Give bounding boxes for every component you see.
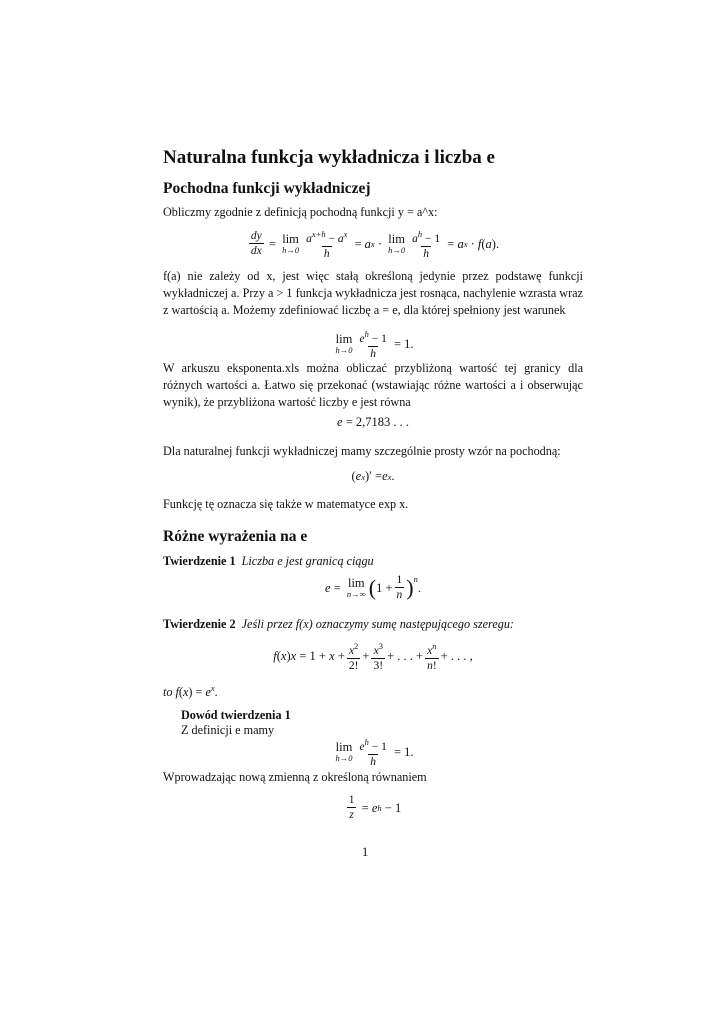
theorem-2-text: Jeśli przez f(x) oznaczymy sumę następującego szeregu:: [241, 617, 514, 631]
paragraph-spreadsheet: W arkuszu eksponenta.xls można obliczać przybliżoną wartość tej granicy dla różnych wartości a. Łatwo się przekonać (wstawiając różne wartości a i obserwując wynik), że przybliżona wartość liczby e jest równa: [163, 361, 583, 410]
proof-substitution-text: Wprowadzając nową zmienną z określoną równaniem: [163, 770, 427, 784]
section-heading-derivative: Pochodna funkcji wykładniczej: [163, 180, 371, 197]
theorem-1: [163, 553, 583, 570]
paragraph-derivative-e: Dla naturalnej funkcji wykładniczej mamy szczególnie prosty wzór na pochodną:: [163, 444, 561, 458]
theorem-2-label: Twierdzenie 2: [163, 617, 236, 631]
theorem-1-label: Twierdzenie 1: [163, 554, 236, 568]
theorem-2-conclusion: to $f(x) = e^x$.: [163, 683, 218, 700]
equation-series: f ( x ) x = 1 + x + $\frac{x^2}{2!}$ + $\frac{x^3}{3!}$ + . . . + $\frac{x^n}{n!}$ + . . . ,: [273, 641, 473, 672]
page-title: Naturalna funkcja wykładnicza i liczba e: [163, 147, 495, 168]
section-heading-expressions: Różne wyrażenia na e: [163, 528, 308, 545]
equation-substitution: $\frac{1}{z}$ = e h − 1: [348, 794, 402, 821]
paragraph-fa-constant: f(a) nie zależy od x, jest więc stałą określoną jedynie przez podstawę funkcji wykładniczej a. Przy a > 1 funkcja wykładnicza jest rosnąca, nachylenie wzrasta wraz z wartością a. Możemy zdefiniować liczbę a = e, dla której spełniony jest warunek: [163, 269, 583, 318]
equation-derivative: $\frac{dy}{dx}$ = lim h→0 $\frac{a^{x+h} - a^x}{h}$ = a x · lim h→0 $\frac{a^h - 1}{h}$ = a x · f ( a ).: [250, 229, 500, 260]
proof-definition-text: Z definicji e mamy: [181, 723, 275, 737]
proof-label: Dowód twierdzenia 1: [181, 708, 291, 722]
paragraph-intro: Obliczmy zgodnie z definicją pochodną funkcji y = a^x:: [163, 205, 438, 219]
paragraph-exp: Funkcję tę oznacza się także w matematyce exp x.: [163, 497, 409, 511]
theorem-1-text: Liczba e jest granicą ciągu: [241, 554, 374, 568]
equation-e-value: e = 2,7183 . . .: [337, 415, 409, 429]
equation-limit-e: lim h→0 $\frac{e^h - 1}{h}$ = 1.: [335, 329, 414, 360]
theorem-2: [163, 616, 583, 633]
equation-ex-derivative: ( e x )′ = e x .: [351, 469, 395, 483]
equation-limit-e-proof: lim h→0 $\frac{e^h - 1}{h}$ = 1.: [335, 737, 414, 768]
equation-e-sequence: e = lim n→∞ ( 1 + $\frac{1}{n}$ ) $^n$ .: [325, 574, 421, 601]
page-number: 1: [362, 845, 369, 859]
